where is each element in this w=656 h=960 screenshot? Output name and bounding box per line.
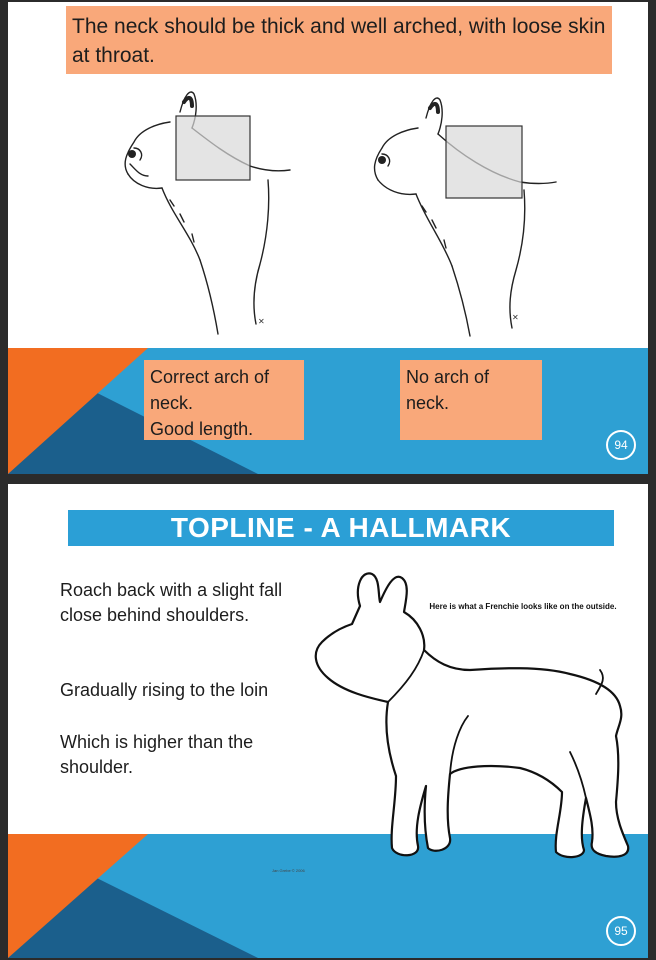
paragraph-higher-shoulder: Which is higher than the shoulder.	[60, 732, 254, 777]
caption-correct-arch	[144, 360, 304, 440]
slide-95	[8, 484, 648, 958]
caption-noarch-line-1: No arch of	[406, 367, 490, 387]
caption-no-arch	[400, 360, 542, 440]
caption-correct-line-1: Correct arch of	[150, 367, 270, 387]
paragraph-rising-loin: Gradually rising to the loin	[60, 680, 269, 700]
slide-94-orange-triangle	[8, 348, 148, 474]
caption-noarch-line-2: neck.	[406, 393, 450, 413]
slide-95-orange-triangle	[8, 834, 148, 958]
dog-no-arch-neck-sketch	[360, 86, 570, 346]
page-number-94: 94	[606, 430, 636, 460]
svg-text:✕: ✕	[258, 317, 265, 326]
illustration-caption: Here is what a Frenchie looks like on the outside.	[429, 602, 617, 611]
dog-correct-neck-sketch	[100, 84, 310, 344]
caption-correct-line-2: neck.	[150, 393, 194, 413]
slide-95-title: TOPLINE - A HALLMARK	[68, 510, 614, 546]
illustration-credit: Jan Grebe © 2006	[272, 868, 305, 873]
slide-94	[8, 2, 648, 474]
caption-correct-line-3: Good length.	[150, 419, 254, 439]
paragraph-roach-back: Roach back with a slight fall close behind shoulders.	[60, 580, 283, 625]
svg-text:✕: ✕	[512, 313, 519, 322]
page-number-95: 95	[606, 916, 636, 946]
slide-94-title: The neck should be thick and well arched, with loose skin at throat.	[66, 6, 612, 74]
